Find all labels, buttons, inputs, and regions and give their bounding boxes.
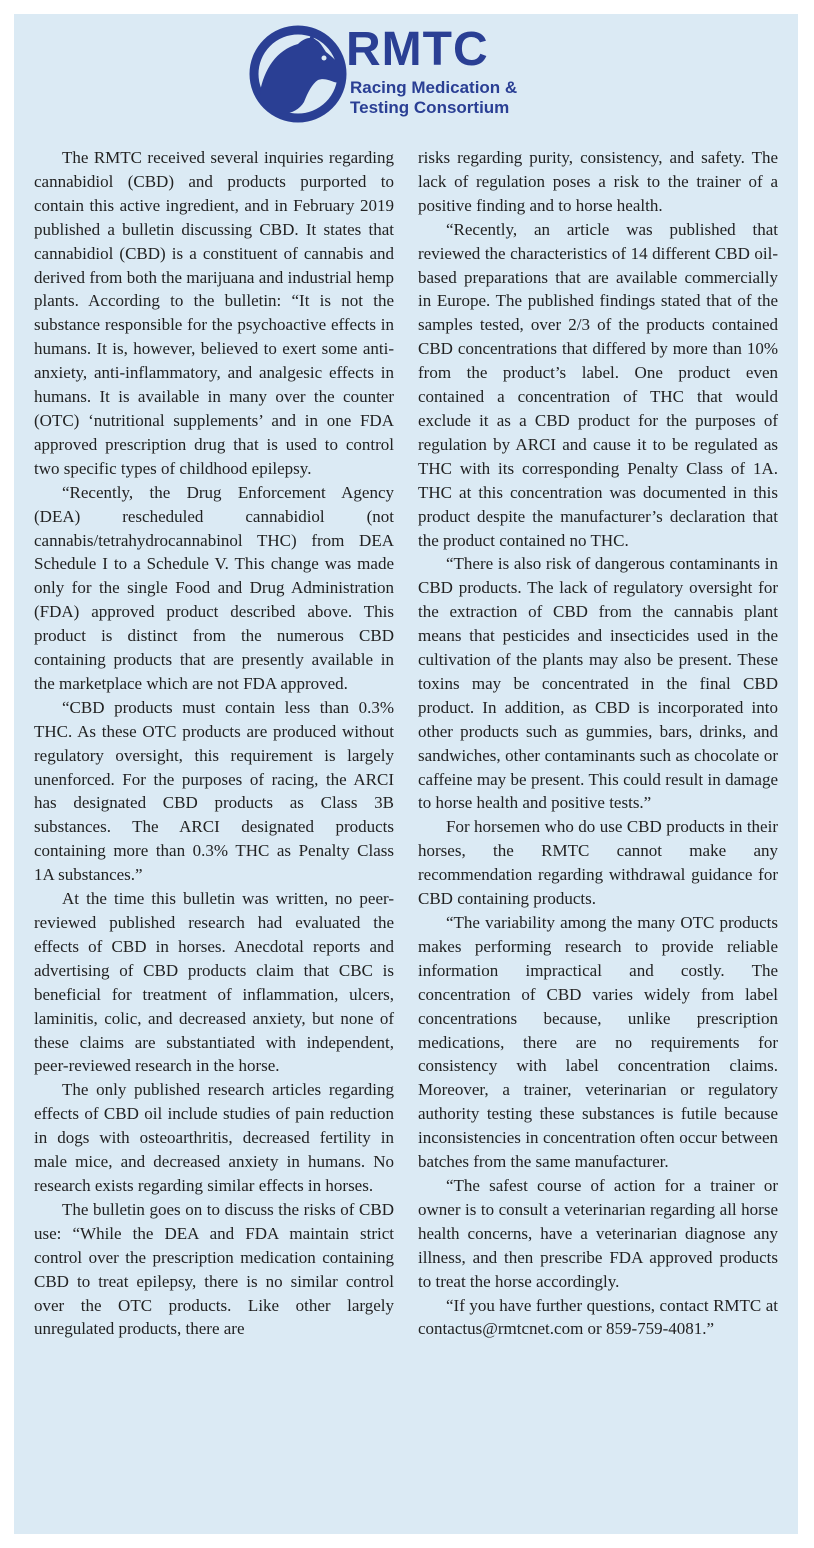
paragraph: “CBD products must contain less than 0.3% THC. As these OTC products are produced without regulatory oversight, this requirement is largely unenforced. For the purposes of racing, the ARCI has designated CBD products as Class 3B substances. The ARCI designated products containing more than 0.3% THC as Penalty Class 1A substances.” [34, 697, 394, 885]
horse-head-icon [246, 22, 356, 126]
article-panel [14, 14, 798, 1534]
left-column [34, 146, 394, 1341]
paragraph: The RMTC received several inquiries regarding cannabidiol (CBD) and products purported to contain this active ingredient, and in February 2019 published a bulletin discussing CBD. It states that cannabidiol (CBD) is a constituent of cannabis and derived from both the marijuana and industrial hemp plants. According to the bulletin: “It is not the substance responsible for the psychoactive effects in humans. It is, however, believed to exert some anti-anxiety, anti-inflammatory, and analgesic effects in humans. It is available in many over the counter (OTC) ‘nutritional supplements’ and in one FDA approved prescription drug that is used to control two specific types of childhood epilepsy. [34, 148, 394, 478]
logo-subtitle-line2: Testing Consortium [350, 98, 510, 117]
paragraph-continuation: risks regarding purity, consistency, and safety. The lack of regulation poses a risk to the trainer of a positive finding and to horse health. [418, 148, 778, 215]
paragraph: “Recently, the Drug Enforcement Agency (DEA) rescheduled cannabidiol (not cannabis/tetrahydrocannabinol THC) from DEA Schedule I to a Schedule V. This change was made only for the single Food and Drug Administration (FDA) approved product described above. This product is distinct from the numerous CBD containing products that are presently available in the marketplace which are not FDA approved. [34, 482, 394, 693]
paragraph: For horsemen who do use CBD products in their horses, the RMTC cannot make any recommendation regarding withdrawal guidance for CBD containing products. [418, 817, 778, 909]
logo-subtitle-line1: Racing Medication & [350, 78, 518, 97]
paragraph: “There is also risk of dangerous contaminants in CBD products. The lack of regulatory oversight for the extraction of CBD from the cannabis plant means that pesticides and insecticides used in the cultivation of the plants may also be present. These toxins may be concentrated in the final CBD product. In addition, as CBD is incorporated into other products such as gummies, bars, drinks, and sandwiches, other contaminants such as chocolate or caffeine may be present. This could result in damage to horse health and positive tests.” [418, 554, 778, 813]
right-column [418, 146, 778, 1341]
paragraph: The bulletin goes on to discuss the risks of CBD use: “While the DEA and FDA maintain strict control over the prescription medication containing CBD to treat epilepsy, there is no similar control over the OTC products. Like other largely unregulated products, there are [34, 1199, 394, 1339]
paragraph: “If you have further questions, contact RMTC at contactus@rmtcnet.com or 859-759-4081.” [418, 1295, 778, 1339]
logo-wordmark: RMTC [346, 23, 489, 76]
paragraph: The only published research articles regarding effects of CBD oil include studies of pain reduction in dogs with osteoarthritis, decreased fertility in male mice, and decreased anxiety in humans. No research exists regarding similar effects in horses. [34, 1080, 394, 1195]
paragraph: “The safest course of action for a trainer or owner is to consult a veterinarian regarding all horse health concerns, have a veterinarian diagnose any illness, and then prescribe FDA approved products to treat the horse accordingly. [418, 1175, 778, 1291]
paragraph: At the time this bulletin was written, no peer-reviewed published research had evaluated the effects of CBD in horses. Anecdotal reports and advertising of CBD products claim that CBC is beneficial for treatment of inflammation, ulcers, laminitis, colic, and decreased anxiety, but none of these claims are substantiated with independent, peer-reviewed research in the horse. [34, 889, 394, 1076]
paragraph: “Recently, an article was published that reviewed the characteristics of 14 different CBD oil-based preparations that are available commercially in Europe. The published findings stated that of the samples tested, over 2/3 of the products contained CBD concentrations that differed by more than 10% from the product’s label. One product even contained a concentration of THC that would exclude it as a CBD product for the purposes of regulation by ARCI and cause it to be regulated as THC with its corresponding Penalty Class of 1A. THC at this concentration was documented in this product despite the manufacturer’s declaration that the product contained no THC. [418, 219, 778, 550]
paragraph: “The variability among the many OTC products makes performing research to provide reliable information impractical and costly. The concentration of CBD varies widely from label concentrations because, unlike prescription medications, there are no requirements for consistency with label concentration claims. Moreover, a trainer, veterinarian or regulatory authority testing these substances is futile because inconsistencies in concentration often occur between batches from the same manufacturer. [418, 913, 778, 1172]
rmtc-logo [246, 22, 546, 126]
